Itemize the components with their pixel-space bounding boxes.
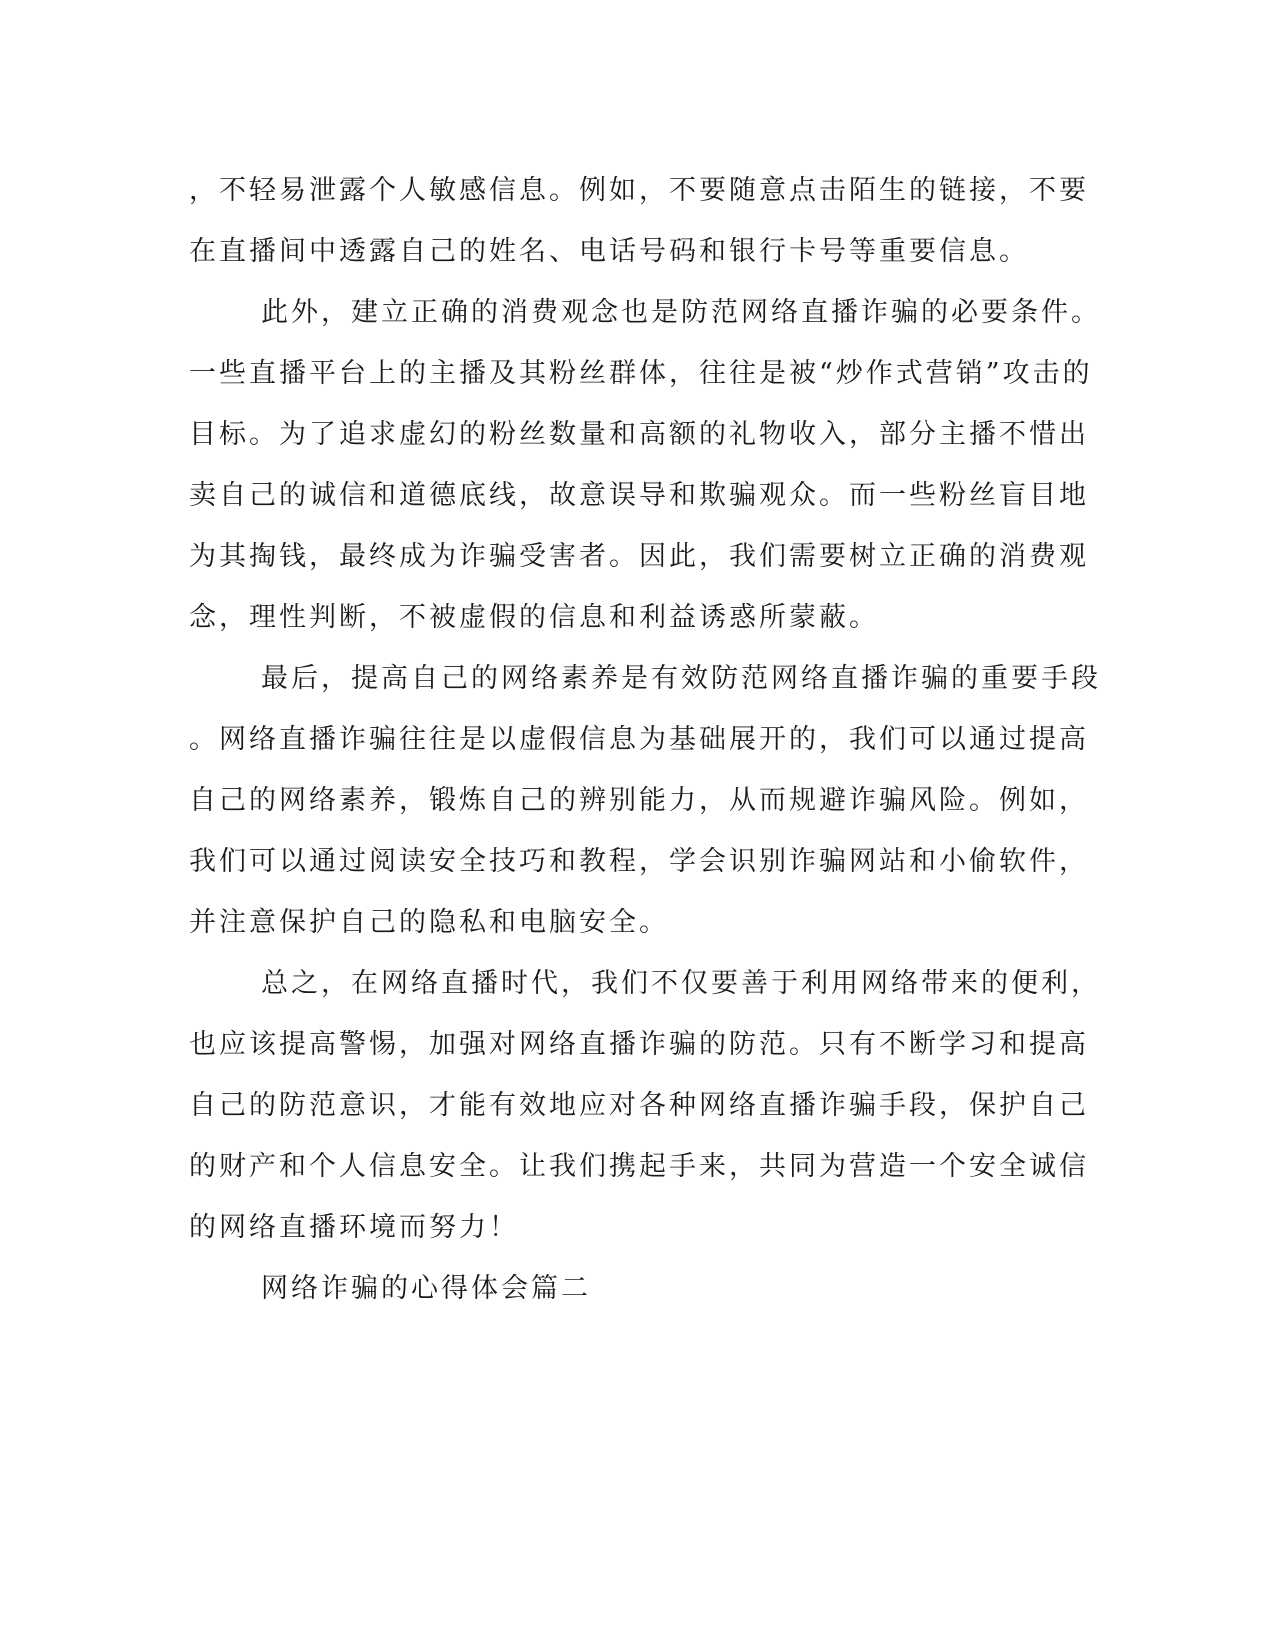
- text-line: 。网络直播诈骗往往是以虚假信息为基础展开的，我们可以通过提高: [189, 724, 1089, 755]
- paragraph: [189, 160, 1089, 282]
- document-body: [189, 160, 1101, 1319]
- text-line: 一些直播平台上的主播及其粉丝群体，往往是被“炒作式营销”攻击的: [189, 358, 1093, 389]
- text-line: 的网络直播环境而努力！: [189, 1212, 519, 1243]
- paragraph: [189, 282, 1101, 648]
- text-line: 的财产和个人信息安全。让我们携起手来，共同为营造一个安全诚信: [189, 1151, 1089, 1182]
- text-line: 念，理性判断，不被虚假的信息和利益诱惑所蒙蔽。: [189, 602, 879, 633]
- text-line: 也应该提高警惕，加强对网络直播诈骗的防范。只有不断学习和提高: [189, 1029, 1089, 1060]
- paragraph: [189, 648, 1101, 953]
- text-line: 最后，提高自己的网络素养是有效防范网络直播诈骗的重要手段: [261, 663, 1101, 694]
- text-line: 为其掏钱，最终成为诈骗受害者。因此，我们需要树立正确的消费观: [189, 541, 1089, 572]
- text-line: 并注意保护自己的隐私和电脑安全。: [189, 907, 669, 938]
- text-line: 我们可以通过阅读安全技巧和教程，学会识别诈骗网站和小偷软件，: [189, 846, 1089, 877]
- section-heading: [189, 1258, 1069, 1319]
- heading-line: 网络诈骗的心得体会篇二: [261, 1273, 591, 1304]
- text-line: 卖自己的诚信和道德底线，故意误导和欺骗观众。而一些粉丝盲目地: [189, 480, 1089, 511]
- text-line: ，不轻易泄露个人敏感信息。例如，不要随意点击陌生的链接，不要: [189, 175, 1089, 206]
- text-line: 总之，在网络直播时代，我们不仅要善于利用网络带来的便利，: [261, 968, 1101, 999]
- text-line: 在直播间中透露自己的姓名、电话号码和银行卡号等重要信息。: [189, 236, 1029, 267]
- text-line: 自己的防范意识，才能有效地应对各种网络直播诈骗手段，保护自己: [189, 1090, 1089, 1121]
- text-line: 目标。为了追求虚幻的粉丝数量和高额的礼物收入，部分主播不惜出: [189, 419, 1089, 450]
- text-line: 自己的网络素养，锻炼自己的辨别能力，从而规避诈骗风险。例如，: [189, 785, 1089, 816]
- paragraph: [189, 953, 1101, 1258]
- text-line: 此外，建立正确的消费观念也是防范网络直播诈骗的必要条件。: [261, 297, 1101, 328]
